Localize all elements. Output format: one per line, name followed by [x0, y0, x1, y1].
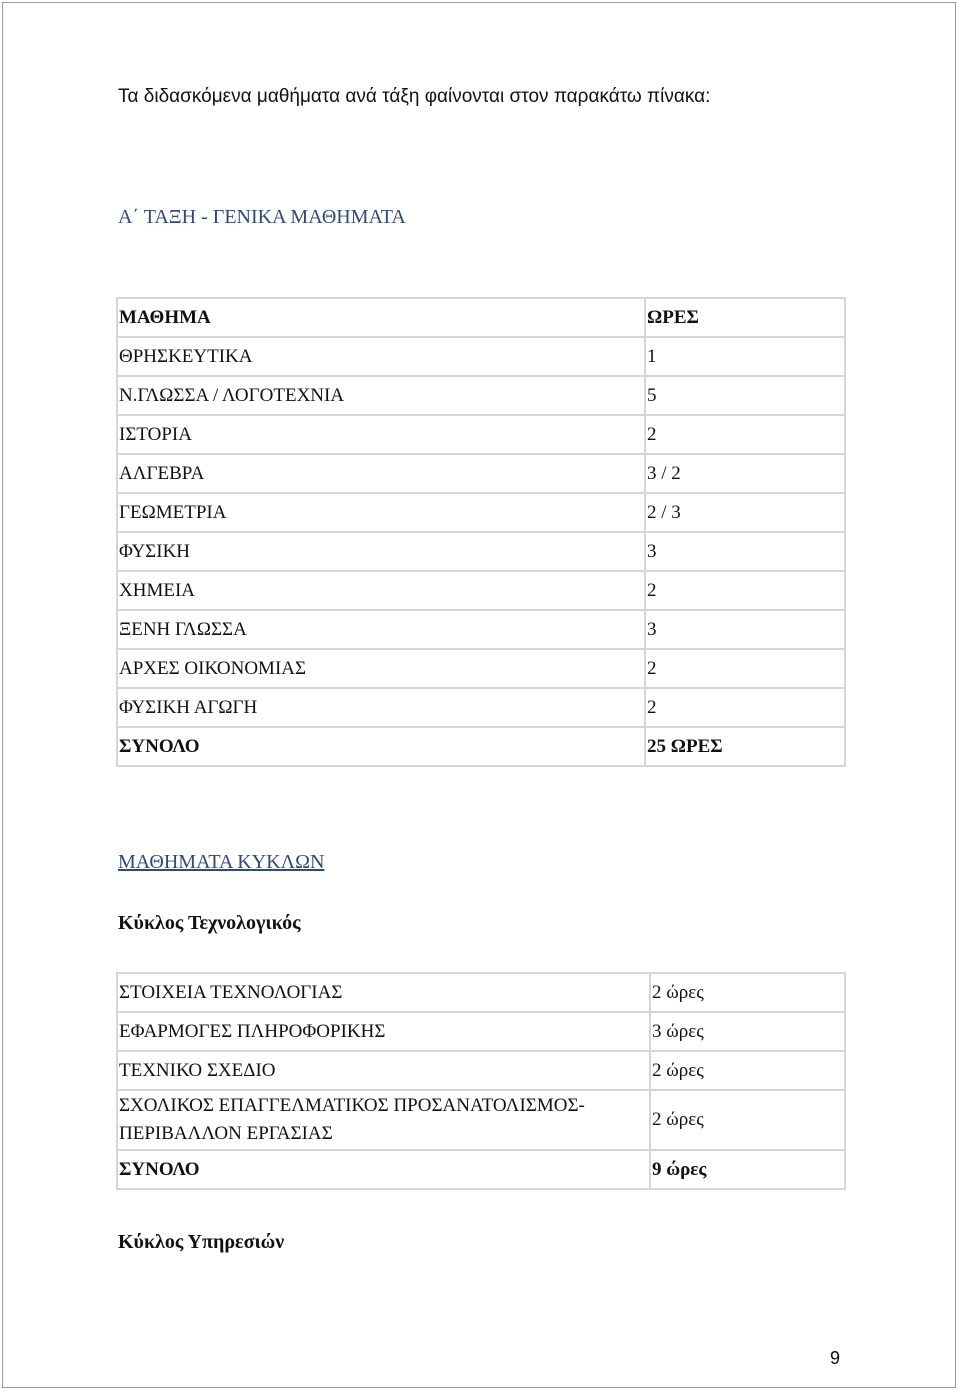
- table-row: [117, 1051, 845, 1090]
- hours-cell: 2 / 3: [645, 493, 845, 532]
- subject-cell: ΑΡΧΕΣ ΟΙΚΟΝΟΜΙΑΣ: [117, 649, 645, 688]
- page-number: 9: [830, 1348, 841, 1368]
- hours-cell: 3 ώρες: [650, 1012, 845, 1051]
- subject-cell: ΧΗΜΕΙΑ: [117, 571, 645, 610]
- hours-cell: 2 ώρες: [650, 1051, 845, 1090]
- total-label: ΣΥΝΟΛΟ: [117, 727, 645, 766]
- subject-line-1: ΣΧΟΛΙΚΟΣ ΕΠΑΓΓΕΛΜΑΤΙΚΟΣ ΠΡΟΣΑΝΑΤΟΛΙΣΜΟΣ-: [119, 1095, 585, 1116]
- header-hours: ΩΡΕΣ: [645, 298, 845, 337]
- subject-cell: ΓΕΩΜΕΤΡΙΑ: [117, 493, 645, 532]
- table-row: [117, 532, 845, 571]
- subject-cell: ΘΡΗΣΚΕΥΤΙΚΑ: [117, 337, 645, 376]
- table-row: [117, 1012, 845, 1051]
- services-cycle-title: Κύκλος Υπηρεσιών: [118, 1231, 285, 1253]
- subject-line-2: ΠΕΡΙΒΑΛΛΟΝ ΕΡΓΑΣΙΑΣ: [119, 1123, 333, 1144]
- table-total-row: [117, 1150, 845, 1189]
- hours-cell: 2 ώρες: [650, 1090, 845, 1150]
- table-total-row: [117, 727, 845, 766]
- subject-cell-multiline: [117, 1090, 650, 1150]
- hours-cell: 2: [645, 415, 845, 454]
- intro-text: Τα διδασκόμενα μαθήματα ανά τάξη φαίνονται στον παρακάτω πίνακα:: [118, 86, 711, 107]
- table-row: [117, 415, 845, 454]
- hours-cell: 2: [645, 649, 845, 688]
- table-row: [117, 1090, 845, 1150]
- subject-cell: ΣΤΟΙΧΕΙΑ ΤΕΧΝΟΛΟΓΙΑΣ: [117, 973, 650, 1012]
- table-header-row: [117, 298, 845, 337]
- general-subjects-heading: Α΄ ΤΑΞΗ - ΓΕΝΙΚΑ ΜΑΘΗΜΑΤΑ: [118, 206, 406, 228]
- total-hours: 9 ώρες: [650, 1150, 845, 1189]
- subject-cell: ΞΕΝΗ ΓΛΩΣΣΑ: [117, 610, 645, 649]
- general-subjects-table: [116, 297, 846, 767]
- table-row: [117, 493, 845, 532]
- subject-cell: ΙΣΤΟΡΙΑ: [117, 415, 645, 454]
- total-hours: 25 ΩΡΕΣ: [645, 727, 845, 766]
- total-label: ΣΥΝΟΛΟ: [117, 1150, 650, 1189]
- table-row: [117, 610, 845, 649]
- subject-cell: ΦΥΣΙΚΗ: [117, 532, 645, 571]
- table-row: [117, 688, 845, 727]
- header-subject: ΜΑΘΗΜΑ: [117, 298, 645, 337]
- hours-cell: 1: [645, 337, 845, 376]
- hours-cell: 3 / 2: [645, 454, 845, 493]
- hours-cell: 5: [645, 376, 845, 415]
- hours-cell: 2 ώρες: [650, 973, 845, 1012]
- subject-cell: ΑΛΓΕΒΡΑ: [117, 454, 645, 493]
- cycle-subjects-heading: ΜΑΘΗΜΑΤΑ ΚΥΚΛΩΝ: [118, 851, 325, 873]
- subject-cell: ΦΥΣΙΚΗ ΑΓΩΓΗ: [117, 688, 645, 727]
- hours-cell: 3: [645, 532, 845, 571]
- subject-cell: Ν.ΓΛΩΣΣΑ / ΛΟΓΟΤΕΧΝΙΑ: [117, 376, 645, 415]
- table-row: [117, 454, 845, 493]
- tech-cycle-title: Κύκλος Τεχνολογικός: [118, 912, 301, 934]
- table-row: [117, 973, 845, 1012]
- table-row: [117, 571, 845, 610]
- tech-cycle-table: [116, 972, 846, 1190]
- subject-cell: ΕΦΑΡΜΟΓΕΣ ΠΛΗΡΟΦΟΡΙΚΗΣ: [117, 1012, 650, 1051]
- hours-cell: 2: [645, 571, 845, 610]
- hours-cell: 2: [645, 688, 845, 727]
- table-row: [117, 376, 845, 415]
- table-row: [117, 337, 845, 376]
- table-row: [117, 649, 845, 688]
- hours-cell: 3: [645, 610, 845, 649]
- subject-cell: ΤΕΧΝΙΚΟ ΣΧΕΔΙΟ: [117, 1051, 650, 1090]
